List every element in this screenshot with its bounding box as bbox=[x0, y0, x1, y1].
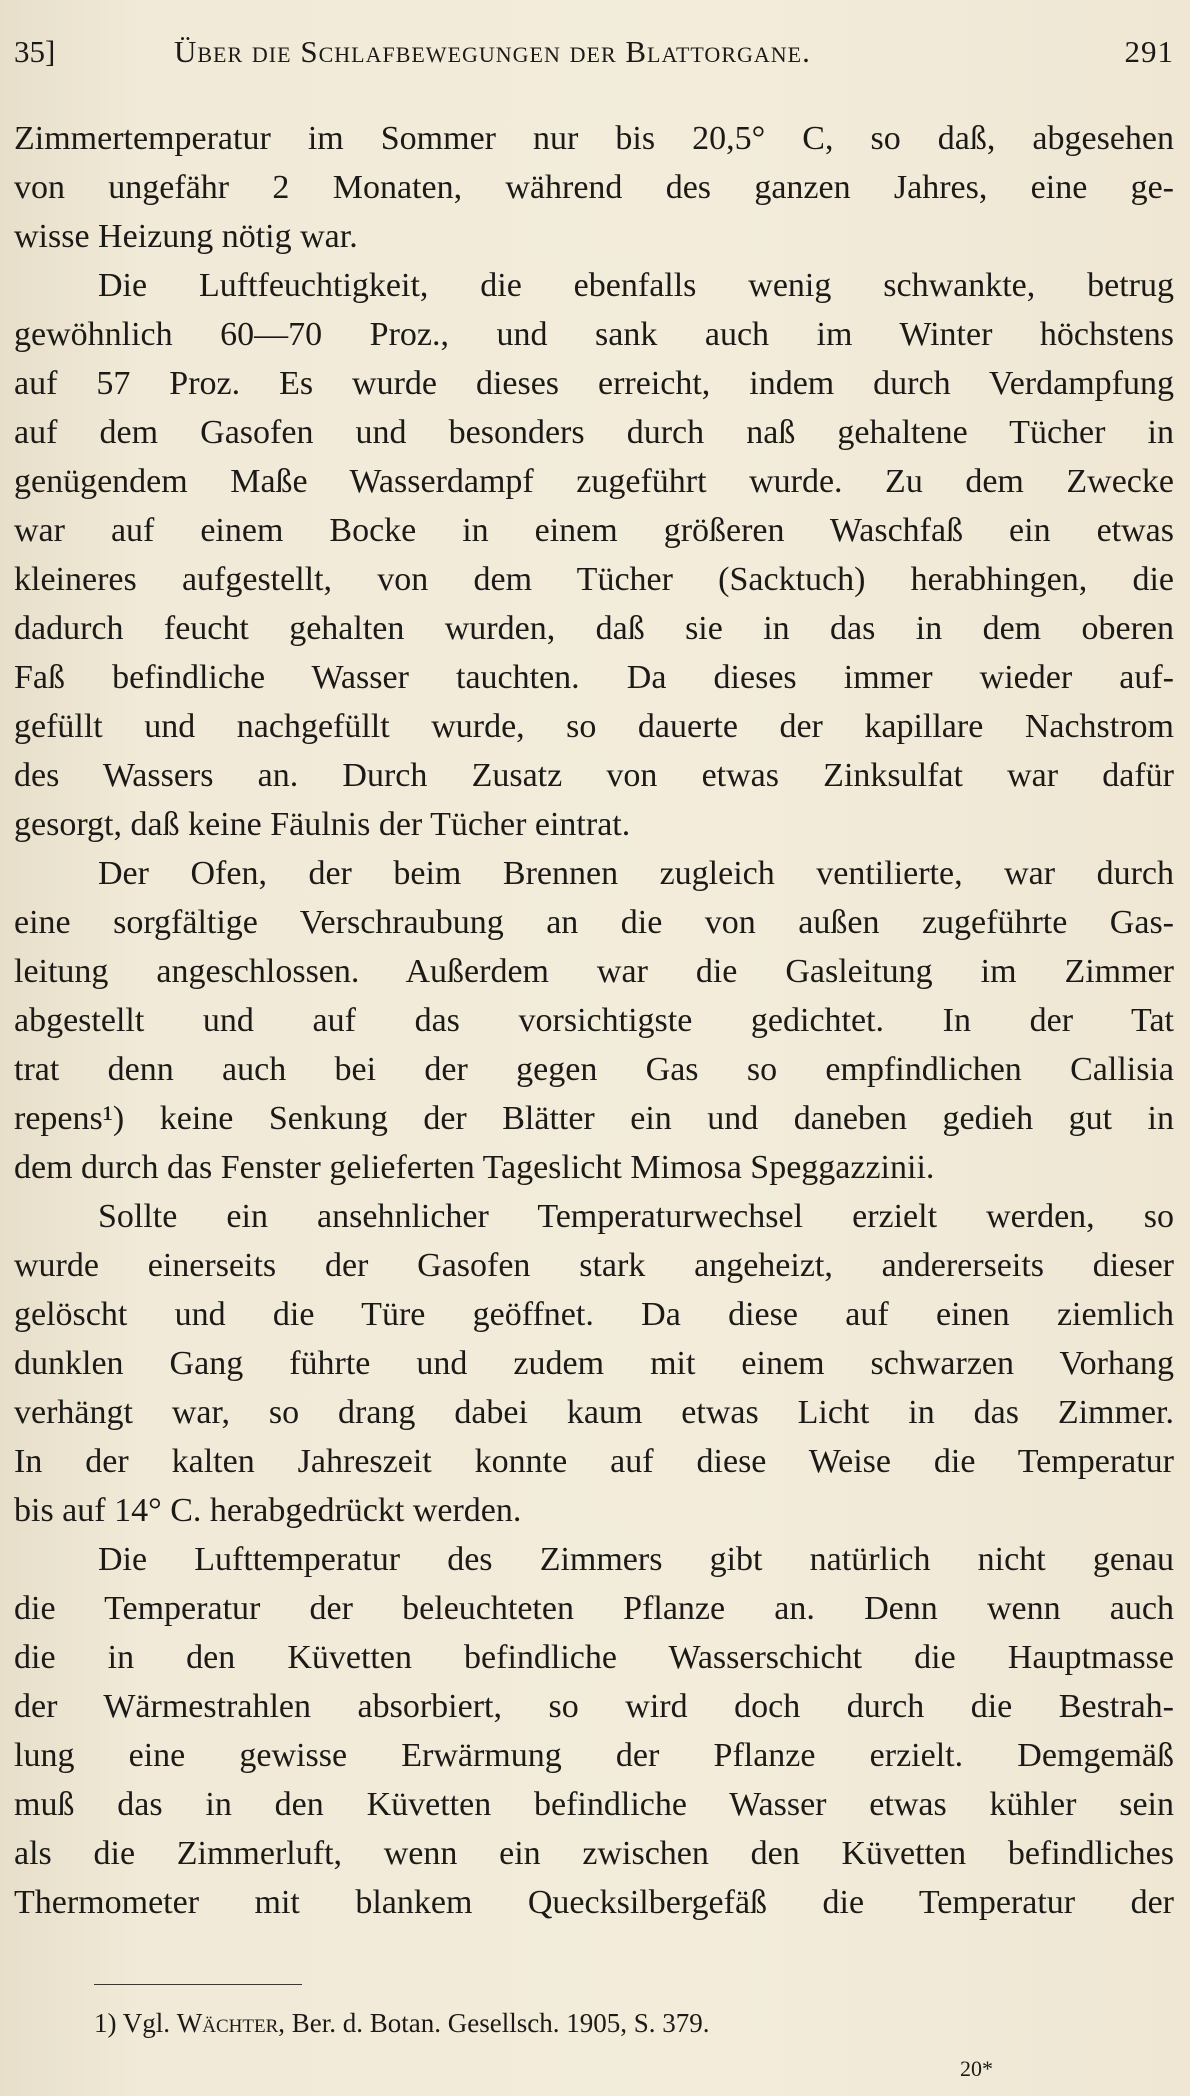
text-line: als die Zimmerluft, wenn ein zwischen den Küvetten befindliches bbox=[14, 1835, 1174, 1872]
text-line: Die Luftfeuchtigkeit, die ebenfalls wenig schwankte, betrug bbox=[98, 267, 1174, 304]
text-line: gewöhnlich 60—70 Proz., und sank auch im Winter höchstens bbox=[14, 316, 1174, 353]
header-title: Über die Schlafbewegungen der Blattorgane. bbox=[174, 34, 811, 69]
text-line: des Wassers an. Durch Zusatz von etwas Zinksulfat war dafür bbox=[14, 757, 1174, 794]
text-line: dem durch das Fenster gelieferten Tageslicht Mimosa Speggazzinii. bbox=[14, 1149, 935, 1186]
text-line: leitung angeschlossen. Außerdem war die Gasleitung im Zimmer bbox=[14, 953, 1174, 990]
text-line: Der Ofen, der beim Brennen zugleich ventilierte, war durch bbox=[98, 855, 1174, 892]
text-line: kleineres aufgestellt, von dem Tücher (Sacktuch) herabhingen, die bbox=[14, 561, 1174, 598]
text-line: eine sorgfältige Verschraubung an die von außen zugeführte Gas- bbox=[14, 904, 1174, 941]
text-line: war auf einem Bocke in einem größeren Waschfaß ein etwas bbox=[14, 512, 1174, 549]
page-number: 291 bbox=[1124, 34, 1174, 69]
text-line: von ungefähr 2 Monaten, während des ganzen Jahres, eine ge- bbox=[14, 169, 1174, 206]
text-line: dadurch feucht gehalten wurden, daß sie in das in dem oberen bbox=[14, 610, 1174, 647]
text-line: Thermometer mit blankem Quecksilbergefäß die Temperatur der bbox=[14, 1884, 1174, 1921]
text-line: gefüllt und nachgefüllt wurde, so dauerte der kapillare Nachstrom bbox=[14, 708, 1174, 745]
text-line: auf 57 Proz. Es wurde dieses erreicht, indem durch Verdampfung bbox=[14, 365, 1174, 402]
text-line: die Temperatur der beleuchteten Pflanze an. Denn wenn auch bbox=[14, 1590, 1174, 1627]
footnote-prefix: Vgl. bbox=[122, 2008, 171, 2038]
text-line: verhängt war, so drang dabei kaum etwas Licht in das Zimmer. bbox=[14, 1394, 1174, 1431]
text-line: abgestellt und auf das vorsichtigste gedichtet. In der Tat bbox=[14, 1002, 1174, 1039]
header-section-number: 35] bbox=[14, 34, 56, 69]
text-line: auf dem Gasofen und besonders durch naß gehaltene Tücher in bbox=[14, 414, 1174, 451]
text-line: Faß befindliche Wasser tauchten. Da dieses immer wieder auf- bbox=[14, 659, 1174, 696]
footnote bbox=[94, 2008, 994, 2039]
running-header bbox=[14, 34, 1174, 82]
printer-signature-mark: 20* bbox=[960, 2056, 993, 2081]
text-line: Zimmertemperatur im Sommer nur bis 20,5° C, so daß, abgesehen bbox=[14, 120, 1174, 157]
footnote-marker: 1) bbox=[94, 2008, 117, 2038]
text-line: trat denn auch bei der gegen Gas so empfindlichen Callisia bbox=[14, 1051, 1174, 1088]
text-line: repens¹) keine Senkung der Blätter ein und daneben gedieh gut in bbox=[14, 1100, 1174, 1137]
text-line: muß das in den Küvetten befindliche Wasser etwas kühler sein bbox=[14, 1786, 1174, 1823]
text-line: In der kalten Jahreszeit konnte auf diese Weise die Temperatur bbox=[14, 1443, 1174, 1480]
text-line: lung eine gewisse Erwärmung der Pflanze erzielt. Demgemäß bbox=[14, 1737, 1174, 1774]
text-line: bis auf 14° C. herabgedrückt werden. bbox=[14, 1492, 522, 1529]
text-line: der Wärmestrahlen absorbiert, so wird doch durch die Bestrah- bbox=[14, 1688, 1174, 1725]
body-text bbox=[14, 114, 1174, 1927]
footnote-divider bbox=[94, 1984, 302, 1985]
text-line: wisse Heizung nötig war. bbox=[14, 218, 358, 255]
footnote-author: Wächter bbox=[176, 2008, 279, 2038]
text-line: Sollte ein ansehnlicher Temperaturwechsel erzielt werden, so bbox=[98, 1198, 1174, 1235]
text-line: Die Lufttemperatur des Zimmers gibt natürlich nicht genau bbox=[98, 1541, 1174, 1578]
text-line: dunklen Gang führte und zudem mit einem schwarzen Vorhang bbox=[14, 1345, 1174, 1382]
text-line: gelöscht und die Türe geöffnet. Da diese auf einen ziemlich bbox=[14, 1296, 1174, 1333]
footnote-reference: , Ber. d. Botan. Gesellsch. 1905, S. 379. bbox=[278, 2008, 710, 2038]
text-line: genügendem Maße Wasserdampf zugeführt wurde. Zu dem Zwecke bbox=[14, 463, 1174, 500]
text-line: wurde einerseits der Gasofen stark angeheizt, andererseits dieser bbox=[14, 1247, 1174, 1284]
text-line: gesorgt, daß keine Fäulnis der Tücher eintrat. bbox=[14, 806, 631, 843]
text-line: die in den Küvetten befindliche Wasserschicht die Hauptmasse bbox=[14, 1639, 1174, 1676]
